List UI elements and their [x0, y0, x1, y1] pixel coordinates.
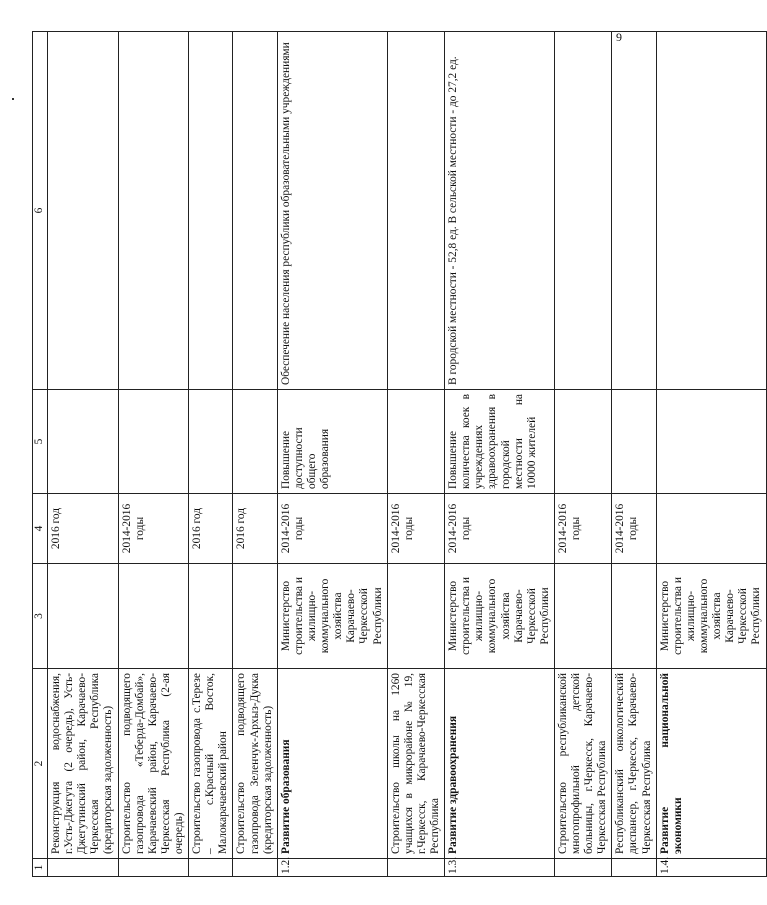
target-indicator: Повышение доступности общего образования: [277, 390, 387, 494]
row-number: [612, 859, 656, 877]
table-row: [233, 32, 277, 877]
project-name: Строительство подводящего газопровода «Теберда-Домбай», Карачаевский район, Карачаево-Черкесская Республика (2-ая очередь): [118, 669, 189, 859]
implementation-period: 2014-2016 годы: [277, 494, 387, 564]
expected-result: [118, 32, 189, 390]
executor: [189, 564, 233, 669]
project-name: Строительство республиканской многопрофильной детской больницы, г.Черкесск, Карачаево-Черкесская Республика: [554, 669, 611, 859]
page-number: 9: [616, 30, 622, 44]
table-row: [554, 32, 611, 877]
expected-result: Обеспечение населения республики образовательными учреждениями: [277, 32, 387, 390]
table-row: [445, 32, 555, 877]
row-number: 1.3.: [445, 859, 555, 877]
target-indicator: [554, 390, 611, 494]
expected-result: [387, 32, 444, 390]
executor: Министерство строительства и жилищно-коммунального хозяйства Карачаево-Черкесской Республики: [445, 564, 555, 669]
project-name: Строительство подводящего газопровода Зеленчук-Архыз-Дукка (кредиторская задолженность): [233, 669, 277, 859]
table-row: [189, 32, 233, 877]
implementation-period: 2014-2016 годы: [612, 494, 656, 564]
column-number-row: [33, 32, 48, 877]
implementation-period: 2014-2016 годы: [387, 494, 444, 564]
executor: [118, 564, 189, 669]
table-row: [277, 32, 387, 877]
implementation-period: 2016 год: [233, 494, 277, 564]
column-number: 4: [33, 494, 48, 564]
target-indicator: [48, 390, 119, 494]
executor: Министерство строительства и жилищно-коммунального хозяйства Карачаево-Черкесской Республики: [277, 564, 387, 669]
executor: [554, 564, 611, 669]
implementation-period: 2016 год: [48, 494, 119, 564]
column-number: 2: [33, 669, 48, 859]
project-name: Строительство газопровода с.Терезе – с.Красный Восток, Малокарачаевский район: [189, 669, 233, 859]
project-name: Реконструкция водоснабжения, г.Усть-Джегута (2 очередь), Усть-Джегутинский район, Карачаево-Черкесская Республика (кредиторская задолженность): [48, 669, 119, 859]
implementation-period: [656, 494, 766, 564]
table-row: [48, 32, 119, 877]
column-number: 3: [33, 564, 48, 669]
expected-result: В городской местности - 52,8 ед. В сельской местности - до 27,2 ед.: [445, 32, 555, 390]
row-number: [48, 859, 119, 877]
scan-speck: [12, 98, 14, 100]
project-name: Развитие образования: [277, 669, 387, 859]
row-number: 1.2.: [277, 859, 387, 877]
target-indicator: [118, 390, 189, 494]
rotated-table-container: [32, 32, 763, 877]
table-row: [118, 32, 189, 877]
project-name: Строительство школы на 1260 учащихся в микрорайоне № 19, г.Черкесск, Карачаево-Черкесская Республика: [387, 669, 444, 859]
table-row: [612, 32, 656, 877]
column-number: 1: [33, 859, 48, 877]
row-number: [554, 859, 611, 877]
target-indicator: [612, 390, 656, 494]
executor: [48, 564, 119, 669]
project-name: Развитие здравоохранения: [445, 669, 555, 859]
expected-result: [554, 32, 611, 390]
table-row: [656, 32, 766, 877]
row-number: [387, 859, 444, 877]
executor: Министерство строительства и жилищно-коммунального хозяйства Карачаево-Черкесской Республики: [656, 564, 766, 669]
target-indicator: Повышение количества коек в учреждениях здравоохранения в городской местности на 10000 жителей: [445, 390, 555, 494]
project-name: Развитие национальной экономики: [656, 669, 766, 859]
table-row: [387, 32, 444, 877]
expected-result: [48, 32, 119, 390]
expected-result: [612, 32, 656, 390]
target-indicator: [656, 390, 766, 494]
row-number: [118, 859, 189, 877]
executor: [612, 564, 656, 669]
row-number: [189, 859, 233, 877]
target-indicator: [189, 390, 233, 494]
target-indicator: [233, 390, 277, 494]
implementation-period: 2014-2016 годы: [554, 494, 611, 564]
column-number: 6: [33, 32, 48, 390]
row-number: 1.4.: [656, 859, 766, 877]
program-table: [32, 31, 767, 877]
expected-result: [233, 32, 277, 390]
executor: [387, 564, 444, 669]
target-indicator: [387, 390, 444, 494]
project-name: Республиканский онкологический диспансер, г.Черкесск, Карачаево-Черкесская Республика: [612, 669, 656, 859]
executor: [233, 564, 277, 669]
implementation-period: 2014-2016 годы: [118, 494, 189, 564]
expected-result: [656, 32, 766, 390]
row-number: [233, 859, 277, 877]
implementation-period: 2016 год: [189, 494, 233, 564]
implementation-period: 2014-2016 годы: [445, 494, 555, 564]
column-number: 5: [33, 390, 48, 494]
expected-result: [189, 32, 233, 390]
